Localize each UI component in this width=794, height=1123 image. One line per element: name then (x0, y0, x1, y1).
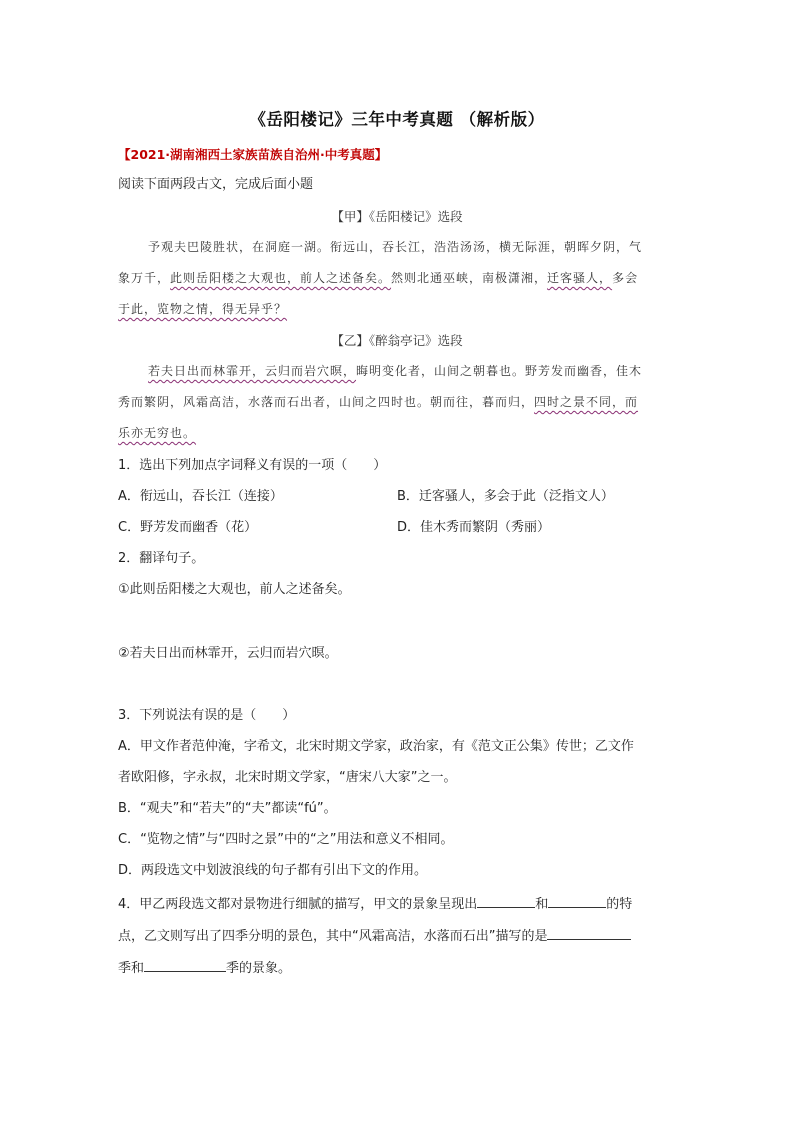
question-2-stem: 2．翻译句子。 (118, 551, 205, 566)
page-title: 《岳阳楼记》三年中考真题 （解析版） (249, 110, 545, 129)
passage-a-line-2 (118, 269, 638, 287)
answer-blank[interactable] (548, 893, 606, 908)
wavy-underlined-sentence: 若夫日出而林霏开，云归而岩穴暝， (148, 364, 357, 378)
question-4-text: 点，乙文则写出了四季分明的景色，其中“风霜高洁，水落而石出”描写的是 (118, 929, 548, 944)
question-2-sentence-1: ①此则岳阳楼之大观也，前人之述备矣。 (118, 582, 351, 597)
wavy-underlined-sentence: 于此，览物之情，得无异乎？ (118, 302, 288, 316)
question-3-option-b: B．“观夫”和“若夫”的“夫”都读“fú”。 (118, 801, 337, 816)
passage-a-line-3 (118, 300, 287, 318)
question-4-text: 的特 (606, 897, 633, 912)
question-3-option-d: D．两段选文中划波浪线的句子都有引出下文的作用。 (118, 863, 428, 878)
question-1-option-a: A．衔远山，吞长江（连接） (118, 489, 283, 504)
passage-b-line-3 (118, 424, 196, 442)
passage-b-line-2 (118, 393, 638, 411)
passage-a-text: 多会 (612, 271, 639, 285)
passage-b-text: 晦明变化者，山间之朝暮也。野芳发而幽香，佳木 (356, 364, 643, 378)
wavy-underlined-sentence: 此则岳阳楼之大观也，前人之述备矣。 (170, 271, 392, 285)
passage-a-line-1: 予观夫巴陵胜状，在洞庭一湖。衔远山，吞长江，浩浩汤汤，横无际涯，朝晖夕阴，气 (148, 240, 643, 254)
intro-text: 阅读下面两段古文，完成后面小题 (118, 177, 314, 192)
question-2-sentence-2: ②若夫日出而林霏开，云归而岩穴暝。 (118, 646, 338, 661)
question-1-stem: 1．选出下列加点字词释义有误的一项（ ） (118, 458, 387, 473)
question-4-text: 季和 (118, 961, 145, 976)
answer-blank[interactable] (144, 957, 226, 972)
question-3-option-a-line-2: 者欧阳修，字永叔，北宋时期文学家，“唐宋八大家”之一。 (118, 770, 457, 785)
question-3-option-c: C．“览物之情”与“四时之景”中的“之”用法和意义不相同。 (118, 832, 454, 847)
answer-blank[interactable] (547, 925, 631, 940)
question-3-option-a-line-1: A．甲文作者范仲淹，字希文，北宋时期文学家，政治家，有《范文正公集》传世；乙文作 (118, 739, 634, 754)
question-1-option-d: D．佳木秀而繁阴（秀丽） (397, 520, 551, 535)
wavy-underlined-sentence: 四时之景不同，而 (534, 395, 639, 409)
question-4-line-3 (118, 957, 291, 978)
passage-a-text: 象万千， (118, 271, 171, 285)
passage-b-line-1 (148, 362, 642, 380)
passage-a-text: 然则北通巫峡，南极潇湘， (391, 271, 548, 285)
question-4-line-1 (118, 893, 632, 914)
passage-b-heading: 【乙】《醉翁亭记》选段 (331, 333, 463, 348)
question-4-text: 季的景象。 (226, 961, 292, 976)
wavy-underlined-sentence: 迁客骚人， (547, 271, 613, 285)
question-1-option-b: B．迁客骚人，多会于此（泛指文人） (397, 489, 614, 504)
question-4-text: 和 (535, 897, 549, 912)
question-4-text: 4．甲乙两段选文都对景物进行细腻的描写，甲文的景象呈现出 (118, 897, 478, 912)
question-1-option-c: C．野芳发而幽香（花） (118, 520, 258, 535)
source-tag: 【2021·湖南湘西土家族苗族自治州·中考真题】 (118, 147, 388, 162)
question-4-line-2 (118, 925, 631, 946)
wavy-underlined-sentence: 乐亦无穷也。 (118, 426, 197, 440)
answer-blank[interactable] (477, 893, 535, 908)
question-3-stem: 3．下列说法有误的是（ ） (118, 708, 296, 723)
passage-a-heading: 【甲】《岳阳楼记》选段 (331, 209, 463, 224)
passage-b-text: 秀而繁阴，风霜高洁，水落而石出者，山间之四时也。朝而往，暮而归， (118, 395, 535, 409)
